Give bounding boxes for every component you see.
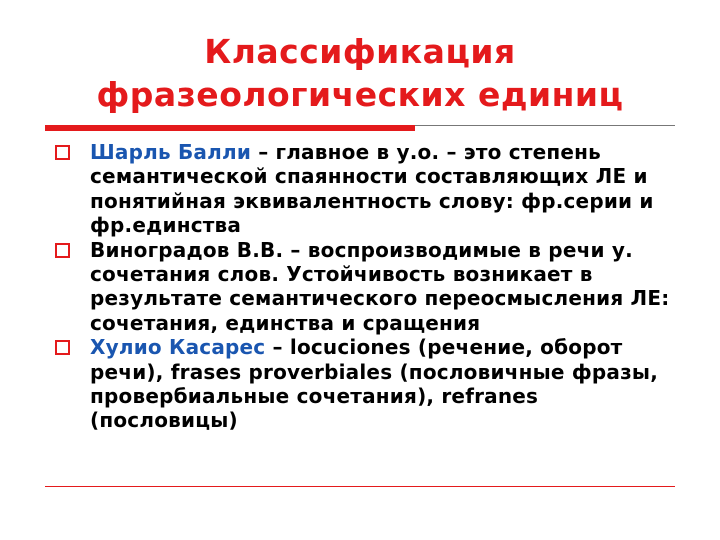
bullet-author-casares: Хулио Касарес bbox=[90, 335, 266, 360]
slide-title bbox=[40, 30, 680, 116]
bullet-text-bally: – главное в у.о. – это степень семантической спаянности составляющих ЛЕ и понятийная эквивалентность слову: фр.серии и фр.единства bbox=[90, 140, 654, 238]
title-line-2: фразеологических единиц bbox=[96, 75, 624, 114]
hollow-square-icon bbox=[55, 145, 70, 160]
title-divider-accent bbox=[45, 125, 415, 131]
bullet-text-casares: – locuciones (речение, оборот речи), frases proverbiales (пословичные фразы, провербиальные сочетания), refranes (пословицы) bbox=[90, 335, 658, 433]
bullet-text-vinogradov: Виноградов В.В. – воспроизводимые в речи у. сочетания слов. Устойчивость возникает в результате семантического переосмысления ЛЕ: сочетания, единства и сращения bbox=[90, 237, 670, 335]
bullet-item-casares bbox=[55, 335, 680, 433]
title-line-1: Классификация bbox=[204, 32, 516, 71]
footer-divider bbox=[45, 486, 675, 487]
bullet-item-bally bbox=[55, 140, 680, 238]
hollow-square-icon bbox=[55, 243, 70, 258]
bullet-list bbox=[55, 140, 680, 433]
hollow-square-icon bbox=[55, 340, 70, 355]
bullet-item-vinogradov bbox=[55, 238, 680, 336]
bullet-author-bally: Шарль Балли bbox=[90, 140, 252, 164]
